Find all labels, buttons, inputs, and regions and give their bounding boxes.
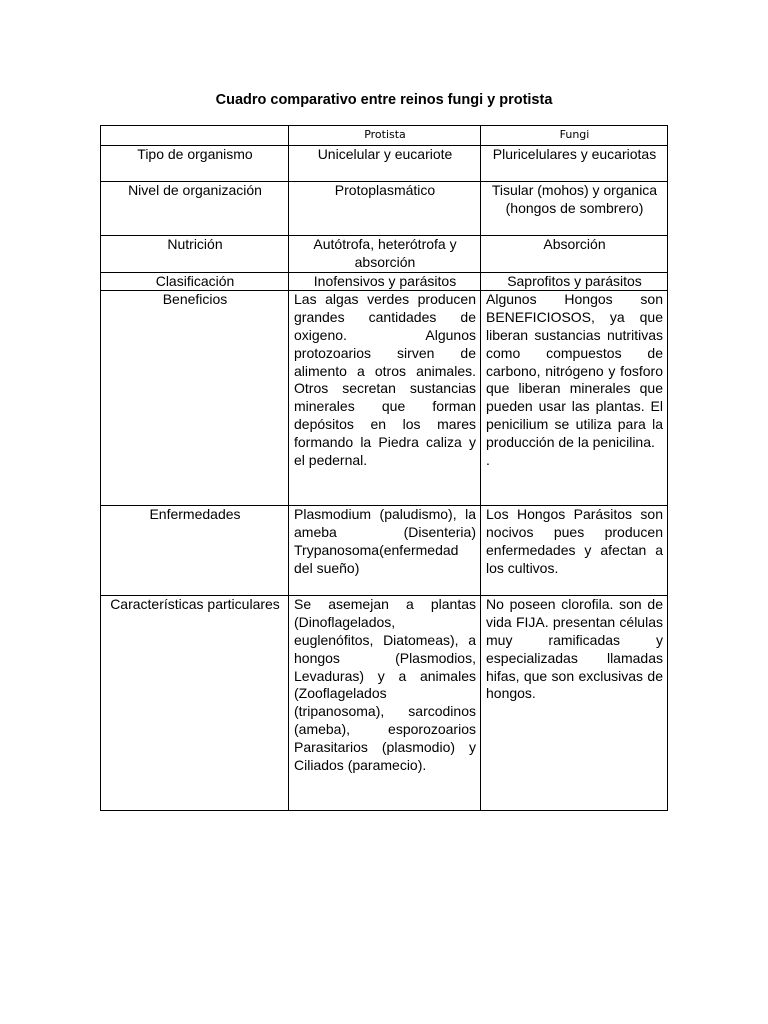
row-label: Tipo de organismo <box>101 146 289 182</box>
protista-cell: Inofensivos y parásitos <box>289 272 481 291</box>
protista-cell: Plasmodium (paludismo), la ameba (Disenteria) Trypanosoma(enfermedad del sueño) <box>289 506 481 596</box>
fungi-cell: Absorción <box>481 236 668 273</box>
fungi-cell <box>481 291 668 506</box>
table-row-nivel <box>101 182 668 236</box>
table-row-beneficios <box>101 291 668 506</box>
table-row-caracteristicas <box>101 596 668 811</box>
protista-cell: Autótrofa, heterótrofa y absorción <box>289 236 481 273</box>
row-label: Nutrición <box>101 236 289 273</box>
fungi-text-extra: . <box>486 451 490 468</box>
table-row-clasificacion <box>101 272 668 291</box>
fungi-cell: Tisular (mohos) y organica (hongos de sombrero) <box>481 182 668 236</box>
row-label: Clasificación <box>101 272 289 291</box>
row-label: Nivel de organización <box>101 182 289 236</box>
fungi-cell: Saprofitos y parásitos <box>481 272 668 291</box>
table-row-tipo <box>101 146 668 182</box>
header-cell-fungi: Fungi <box>481 126 668 146</box>
row-label: Características particulares <box>101 596 289 811</box>
header-cell-empty <box>101 126 289 146</box>
row-label: Beneficios <box>101 291 289 506</box>
fungi-text: Algunos Hongos son BENEFICIOSOS, ya que liberan sustancias nutritivas como compuestos de carbono, nitrógeno y fosforo que liberan minerales que pueden usar las plantas. El penicilium se utiliza para la producción de la penicilina. <box>486 291 663 450</box>
row-label: Enfermedades <box>101 506 289 596</box>
comparison-table <box>100 125 668 811</box>
protista-cell: Las algas verdes producen grandes cantidades de oxigeno. Algunos protozoarios sirven de alimento a otros animales. Otros secretan sustancias minerales que forman depósitos en los mares formando la Piedra caliza y el pedernal. <box>289 291 481 506</box>
fungi-cell: Pluricelulares y eucariotas <box>481 146 668 182</box>
protista-cell: Unicelular y eucariote <box>289 146 481 182</box>
table-row-enfermedades <box>101 506 668 596</box>
document-title: Cuadro comparativo entre reinos fungi y protista <box>215 92 553 108</box>
protista-cell: Protoplasmático <box>289 182 481 236</box>
table-header-row <box>101 126 668 146</box>
protista-cell: Se asemejan a plantas (Dinoflagelados, euglenófitos, Diatomeas), a hongos (Plasmodios, Levaduras) y a animales (Zooflagelados (tripanosoma), sarcodinos (ameba), esporozoarios Parasitarios (plasmodio) y Ciliados (paramecio). <box>289 596 481 811</box>
fungi-cell: Los Hongos Parásitos son nocivos pues producen enfermedades y afectan a los cultivos. <box>481 506 668 596</box>
fungi-cell: No poseen clorofila. son de vida FIJA. presentan células muy ramificadas y especializadas llamadas hifas, que son exclusivas de hongos. <box>481 596 668 811</box>
header-cell-protista: Protista <box>289 126 481 146</box>
table-row-nutricion <box>101 236 668 273</box>
